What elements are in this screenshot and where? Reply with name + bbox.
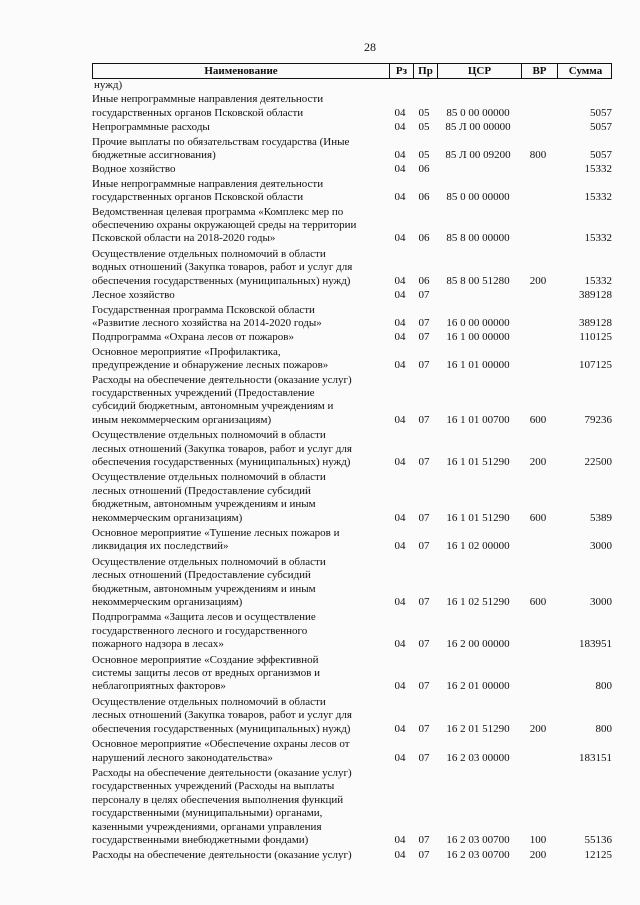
row-pr: 07 (418, 638, 430, 651)
table-row (92, 136, 612, 163)
table-row (92, 346, 612, 373)
row-name-line: Водное хозяйство (92, 163, 176, 176)
row-pr: 07 (418, 316, 430, 329)
row-pr: 06 (418, 163, 430, 176)
row-rz: 04 (394, 149, 406, 162)
row-csr: 16 1 01 51290 (446, 455, 510, 468)
row-sum: 389128 (579, 316, 612, 329)
row-name-line: ликвидация их последствий» (92, 540, 229, 553)
row-pr: 07 (418, 722, 430, 735)
row-rz: 04 (394, 833, 406, 846)
row-name-line: нужд) (94, 79, 123, 91)
table-row (92, 121, 612, 134)
row-name-line: государственных учреждений (Расходы на выплаты (92, 780, 335, 793)
row-name-line: Расходы на обеспечение деятельности (оказание услуг) (92, 849, 352, 862)
row-name-line: Прочие выплаты по обязательствам государства (Иные (92, 135, 350, 148)
row-name-line: Основное мероприятие «Создание эффективной (92, 653, 319, 666)
row-csr: 16 1 02 51290 (446, 596, 510, 609)
header-sum: Сумма (557, 64, 613, 78)
table-row (92, 696, 612, 736)
row-name-line: бюджетные ассигнования) (92, 149, 216, 162)
table-row (92, 206, 612, 246)
row-name (92, 178, 388, 205)
row-vr: 200 (529, 722, 547, 735)
row-rz: 04 (394, 274, 406, 287)
row-name (92, 163, 388, 176)
row-name-line: государственных органов Псковской области (92, 106, 304, 119)
row-pr: 06 (418, 232, 430, 245)
row-name-line: бюджетным, автономным учреждениям и иным (92, 582, 316, 595)
row-rz: 04 (394, 316, 406, 329)
row-pr: 07 (418, 455, 430, 468)
row-rz: 04 (394, 163, 406, 176)
row-name-line: водных отношений (Закупка товаров, работ и услуг для (92, 261, 353, 274)
table-row (92, 471, 612, 525)
row-sum: 15332 (584, 232, 612, 245)
row-vr: 600 (529, 511, 547, 524)
row-name-line: обеспечения государственных (муниципальных) нужд) (92, 274, 351, 287)
row-vr: 100 (529, 833, 547, 846)
row-rz: 04 (394, 849, 406, 862)
row-name-line: Основное мероприятие «Обеспечение охраны лесов от (92, 738, 350, 751)
table-row (92, 849, 612, 862)
row-csr: 16 1 02 00000 (446, 540, 510, 553)
table-row (92, 556, 612, 610)
row-csr: 85 0 00 00000 (446, 106, 510, 119)
row-csr: 16 0 00 00000 (446, 316, 510, 329)
row-name-line: обеспечения государственных (муниципальных) нужд) (92, 455, 351, 468)
row-rz: 04 (394, 511, 406, 524)
header-csr: ЦСР (437, 64, 521, 78)
row-vr: 800 (529, 149, 547, 162)
row-sum: 79236 (584, 413, 612, 426)
row-name (92, 849, 388, 862)
row-name-line: Подпрограмма «Защита лесов и осуществление (92, 611, 316, 624)
row-name-line: Осуществление отдельных полномочий в области (92, 247, 326, 260)
row-sum: 800 (595, 680, 612, 693)
row-pr: 07 (418, 849, 430, 862)
table-header (92, 63, 612, 79)
row-name (92, 556, 388, 610)
table-row (92, 611, 612, 651)
row-name (92, 121, 388, 134)
table-row (92, 93, 612, 120)
row-rz: 04 (394, 455, 406, 468)
row-sum: 5057 (590, 149, 612, 162)
row-sum: 15332 (584, 191, 612, 204)
row-name-line: иным некоммерческим организациям) (92, 413, 272, 426)
row-csr: 85 8 00 00000 (446, 232, 510, 245)
row-name (92, 331, 388, 344)
page-number: 28 (364, 40, 376, 54)
row-pr: 07 (418, 331, 430, 344)
row-sum: 107125 (579, 359, 612, 372)
row-pr: 07 (418, 289, 430, 302)
row-name-line: Лесное хозяйство (92, 289, 175, 302)
row-rz: 04 (394, 638, 406, 651)
row-name-line: «Развитие лесного хозяйства на 2014-2020 годы» (92, 316, 322, 329)
row-name-line: лесных отношений (Закупка товаров, работ и услуг для (92, 709, 352, 722)
row-csr: 16 1 01 00700 (446, 413, 510, 426)
table-row (92, 178, 612, 205)
row-rz: 04 (394, 751, 406, 764)
table-row (92, 654, 612, 694)
row-vr: 200 (529, 274, 547, 287)
row-name (92, 374, 388, 428)
row-name-line: Расходы на обеспечение деятельности (оказание услуг) (92, 766, 352, 779)
row-name (92, 248, 388, 288)
row-name-line: нарушений лесного законодательства» (92, 751, 273, 764)
row-name (92, 471, 388, 525)
header-pr: Пр (413, 64, 437, 78)
row-rz: 04 (394, 106, 406, 119)
row-csr: 16 2 01 00000 (446, 680, 510, 693)
row-rz: 04 (394, 413, 406, 426)
row-sum: 800 (595, 722, 612, 735)
row-name-line: Иные непрограммные направления деятельности (92, 93, 324, 106)
row-name (92, 136, 388, 163)
row-sum: 55136 (584, 833, 612, 846)
row-vr: 200 (529, 455, 547, 468)
row-name-line: Иные непрограммные направления деятельности (92, 177, 324, 190)
row-sum: 15332 (584, 274, 612, 287)
table-row (92, 289, 612, 302)
row-pr: 07 (418, 680, 430, 693)
row-csr: 16 2 03 00700 (446, 849, 510, 862)
header-rz: Рз (389, 64, 413, 78)
row-sum: 22500 (584, 455, 612, 468)
row-pr: 07 (418, 359, 430, 372)
row-pr: 07 (418, 511, 430, 524)
table-row (92, 429, 612, 469)
row-name-line: государственного лесного и государственного (92, 624, 308, 637)
row-pr: 07 (418, 751, 430, 764)
table-row (92, 331, 612, 344)
row-sum: 110125 (579, 331, 612, 344)
table-row (92, 374, 612, 428)
row-name-line: бюджетным, автономным учреждениям и иным (92, 498, 316, 511)
row-name-line: Расходы на обеспечение деятельности (оказание услуг) (92, 373, 352, 386)
row-name-line: Осуществление отдельных полномочий в области (92, 555, 326, 568)
row-name-line: лесных отношений (Закупка товаров, работ и услуг для (92, 442, 352, 455)
row-rz: 04 (394, 359, 406, 372)
table-body (92, 79, 612, 863)
row-pr: 05 (418, 121, 430, 134)
row-name (92, 304, 388, 331)
row-pr: 07 (418, 413, 430, 426)
row-pr: 05 (418, 149, 430, 162)
table-row (92, 738, 612, 765)
table-row (92, 527, 612, 554)
row-name-line: государственных органов Псковской области (92, 191, 304, 204)
row-name-line: обеспечению охраны окружающей среды на территории (92, 219, 357, 232)
row-vr: 600 (529, 596, 547, 609)
row-name-line: государственными (муниципальными) органами, (92, 807, 323, 820)
row-name-line: некоммерческим организациям) (92, 511, 243, 524)
row-name-line: Ведомственная целевая программа «Комплекс мер по (92, 205, 344, 218)
row-name (92, 289, 388, 302)
row-name-line: персоналу в целях обеспечения выполнения функций (92, 793, 344, 806)
row-name-line: некоммерческим организациям) (92, 596, 243, 609)
row-name-line: Государственная программа Псковской области (92, 303, 315, 316)
row-csr: 16 1 00 00000 (446, 331, 510, 344)
row-rz: 04 (394, 331, 406, 344)
row-sum: 183151 (579, 751, 612, 764)
budget-table (92, 63, 612, 863)
row-csr: 16 1 01 00000 (446, 359, 510, 372)
row-csr: 85 0 00 00000 (446, 191, 510, 204)
table-row (92, 767, 612, 847)
row-name-line: Подпрограмма «Охрана лесов от пожаров» (92, 331, 295, 344)
row-pr: 06 (418, 274, 430, 287)
row-sum: 3000 (590, 596, 612, 609)
row-rz: 04 (394, 289, 406, 302)
row-name-line: Осуществление отдельных полномочий в области (92, 471, 326, 484)
row-name-line: государственных учреждений (Предоставление (92, 386, 315, 399)
row-rz: 04 (394, 232, 406, 245)
row-name-line: Осуществление отдельных полномочий в области (92, 695, 326, 708)
row-name-line: Псковской области на 2018-2020 годы» (92, 232, 276, 245)
header-name: Наименование (204, 65, 278, 77)
header-vr: ВР (521, 64, 557, 78)
row-name-line: казенными учреждениями, органами управления (92, 820, 322, 833)
row-name-line: Осуществление отдельных полномочий в области (92, 429, 326, 442)
row-name-line: системы защиты лесов от вредных организмов и (92, 667, 321, 680)
row-rz: 04 (394, 680, 406, 693)
row-csr: 85 Л 00 09200 (445, 149, 511, 162)
row-sum: 389128 (579, 289, 612, 302)
row-name (92, 206, 388, 246)
row-name (92, 93, 388, 120)
row-vr: 600 (529, 413, 547, 426)
row-name-line: обеспечения государственных (муниципальных) нужд) (92, 722, 351, 735)
row-csr: 85 Л 00 00000 (445, 121, 511, 134)
row-rz: 04 (394, 722, 406, 735)
row-name-line: пожарного надзора в лесах» (92, 638, 224, 651)
table-row (92, 304, 612, 331)
row-csr: 16 2 03 00000 (446, 751, 510, 764)
row-name-line: субсидий бюджетным, автономным учреждениям и (92, 400, 334, 413)
row-csr: 16 2 01 51290 (446, 722, 510, 735)
row-name-line: Основное мероприятие «Профилактика, (92, 345, 281, 358)
row-sum: 12125 (584, 849, 612, 862)
row-name (92, 611, 388, 651)
table-row (92, 79, 612, 92)
row-name-line: лесных отношений (Предоставление субсидий (92, 484, 311, 497)
row-pr: 07 (418, 540, 430, 553)
row-name-line: Непрограммные расходы (92, 121, 210, 134)
row-name (92, 696, 388, 736)
table-row (92, 248, 612, 288)
row-name-line: предупреждение и обнаружение лесных пожаров» (92, 359, 329, 372)
row-name-line: неблагоприятных факторов» (92, 680, 226, 693)
row-pr: 07 (418, 596, 430, 609)
row-name (92, 654, 388, 694)
row-sum: 5389 (590, 511, 612, 524)
row-rz: 04 (394, 191, 406, 204)
row-pr: 07 (418, 833, 430, 846)
row-sum: 183951 (579, 638, 612, 651)
row-pr: 05 (418, 106, 430, 119)
row-csr: 16 2 00 00000 (446, 638, 510, 651)
table-row (92, 163, 612, 176)
row-name-line: лесных отношений (Предоставление субсидий (92, 569, 311, 582)
row-sum: 5057 (590, 121, 612, 134)
row-csr: 16 2 03 00700 (446, 833, 510, 846)
row-vr: 200 (529, 849, 547, 862)
row-csr: 85 8 00 51280 (446, 274, 510, 287)
row-name (92, 79, 388, 92)
row-sum: 5057 (590, 106, 612, 119)
row-rz: 04 (394, 596, 406, 609)
row-name (92, 429, 388, 469)
row-name (92, 527, 388, 554)
row-name (92, 767, 388, 847)
row-name-line: Основное мероприятие «Тушение лесных пожаров и (92, 527, 340, 539)
row-rz: 04 (394, 540, 406, 553)
row-pr: 06 (418, 191, 430, 204)
row-name (92, 346, 388, 373)
row-sum: 15332 (584, 163, 612, 176)
row-rz: 04 (394, 121, 406, 134)
row-name (92, 738, 388, 765)
row-name-line: государственными внебюджетными фондами) (92, 833, 309, 846)
row-sum: 3000 (590, 540, 612, 553)
row-csr: 16 1 01 51290 (446, 511, 510, 524)
